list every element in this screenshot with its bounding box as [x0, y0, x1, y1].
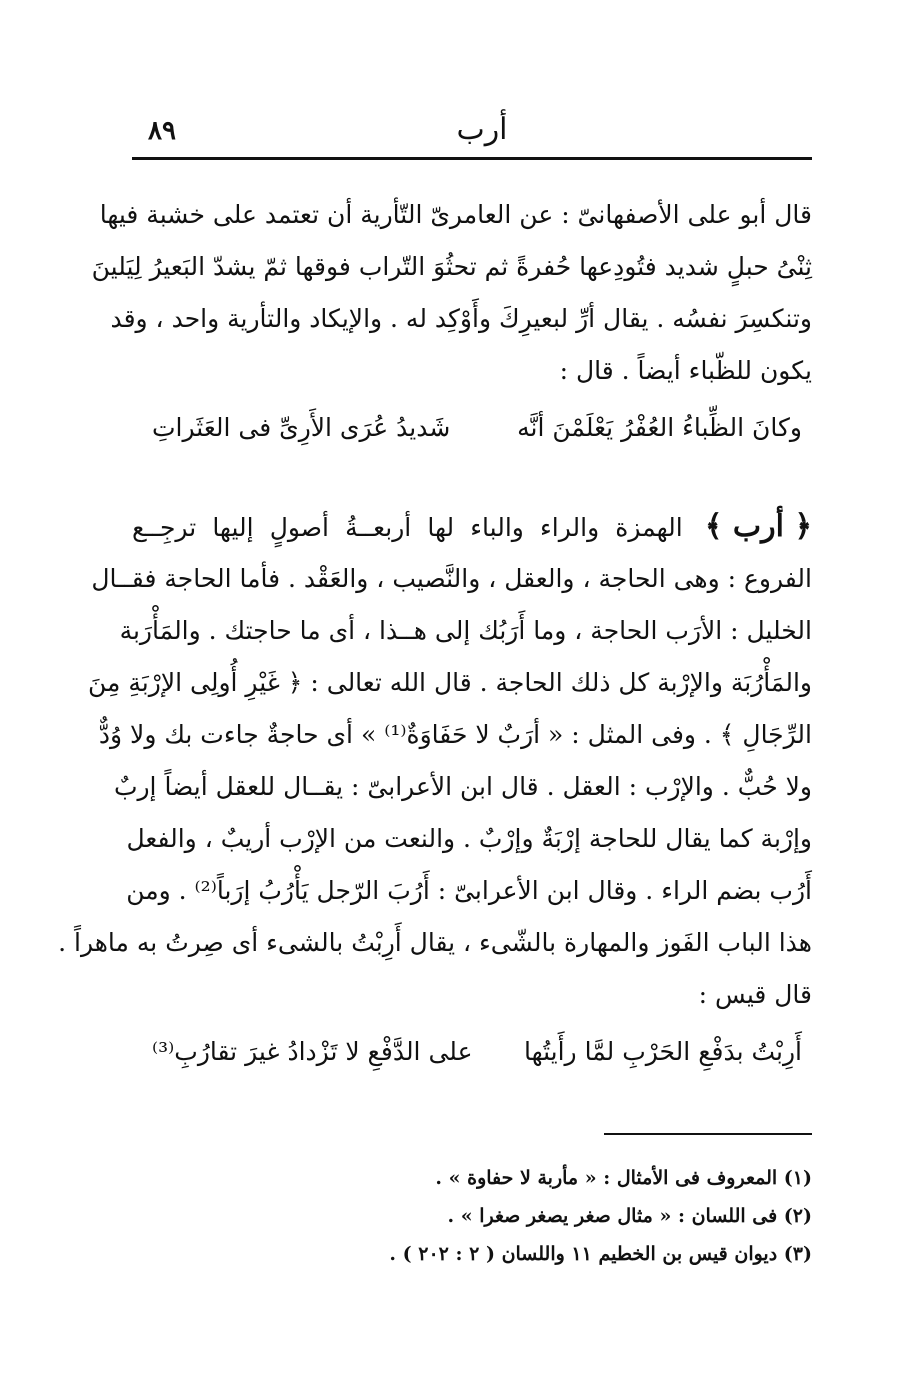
verse-hemistich-second: على الدَّفْعِ لا تَزْدادُ غيرَ تقارُبِ⁽³⁾	[152, 1037, 473, 1066]
section-gap	[132, 460, 812, 504]
text-line: ولا حُبٌّ . والإرْب : العقل . قال ابن الأعرابىّ : يقــال للعقل أيضاً إربٌ	[113, 772, 812, 801]
verse-hemistich-second: شَديدُ عُرَى الأَرِىِّ فى العَثَراتِ	[152, 413, 451, 442]
footnote: (١) المعروف فى الأمثال : « مأربة لا حفاوة » .	[435, 1167, 812, 1189]
text-line: قال قيس :	[698, 980, 812, 1009]
header-rule	[132, 157, 812, 160]
verse-hemistich-first: أَرِبْتُ بدَفْعِ الحَرْبِ لمَّا رأَيتُها	[523, 1037, 802, 1066]
page-number: ٨٩	[148, 116, 176, 146]
text-line: وإرْبة كما يقال للحاجة إرْبَةٌ وإرْبٌ . والنعت من الإرْب أريبٌ ، والفعل	[126, 824, 812, 853]
text-line: الرِّجَالِ ﴾ . وفى المثل : « أرَبٌ لا حَفَاوَةٌ⁽¹⁾ » أى حاجةٌ جاءت بك ولا وُدٌّ	[98, 720, 812, 749]
paragraph-isfahani	[91, 192, 812, 400]
text-line	[132, 504, 812, 556]
page-body	[58, 192, 813, 1084]
running-title: أرب	[456, 112, 508, 147]
page-header	[132, 112, 812, 156]
text-line: يكون للظّباء أيضاً . قال :	[559, 356, 812, 385]
poem-verse	[152, 400, 802, 460]
text-line: قال أبو على الأصفهانىّ : عن العامرىّ التّأرية أن تعتمد على خشبة فيها	[99, 200, 812, 229]
text-line: الفروع : وهى الحاجة ، والعقل ، والنَّصيب ، والعَقْد . فأما الحاجة فقــال	[91, 564, 812, 593]
footnote: (٢) فى اللسان : « مثال صغر يصغر صغرا » .	[447, 1205, 812, 1227]
text-line: والمَأْرُبَة والإرْبة كل ذلك الحاجة . قال الله تعالى : ﴿ غَيْرِ أُولِى الإرْبَةِ مِنَ	[88, 668, 812, 697]
verse-hemistich-first: وكانَ الظِّباءُ العُفْرُ يَعْلَمْنَ أنَّه	[517, 413, 802, 442]
footnotes	[132, 1160, 812, 1274]
text-line: هذا الباب الفَوز والمهارة بالشّىء ، يقال أَرِبْتُ بالشىء أى صِرتُ به ماهراً .	[58, 928, 812, 957]
text-line: الخليل : الأرَب الحاجة ، وما أَرَبُك إلى هــذا ، أى ما حاجتك . والمَأْرَبة	[119, 616, 812, 645]
entry-intro-text: الهمزة والراء والباء لها أربعــةُ أصولٍ إليها ترجِــع	[132, 513, 683, 542]
entry-root-word: ﴿ أرب ﴾	[704, 509, 813, 544]
entry-arb	[58, 504, 813, 1024]
footnote: (٣) ديوان قيس بن الخطيم ١١ واللسان ( ٢ : ٢٠٢ ) .	[389, 1243, 812, 1265]
text-line: ثِنْىُ حبلٍ شديد فتُودِعها حُفرةً ثم تحثُوَ التّراب فوقها ثمّ يشدّ البَعيرُ لِيَلينَ	[91, 252, 812, 281]
text-line: وتنكسِرَ نفسُه . يقال أرِّ لبعيرِكَ وأَوْكِد له . والإيكاد والتأرية واحد ، وقد	[110, 304, 812, 333]
footnote-rule	[604, 1133, 812, 1135]
poem-verse	[152, 1024, 802, 1084]
text-line: أَرُب بضم الراء . وقال ابن الأعرابىّ : أَرُبَ الرّجل يَأْرُبُ إرَباً⁽²⁾ . ومن	[126, 876, 812, 905]
